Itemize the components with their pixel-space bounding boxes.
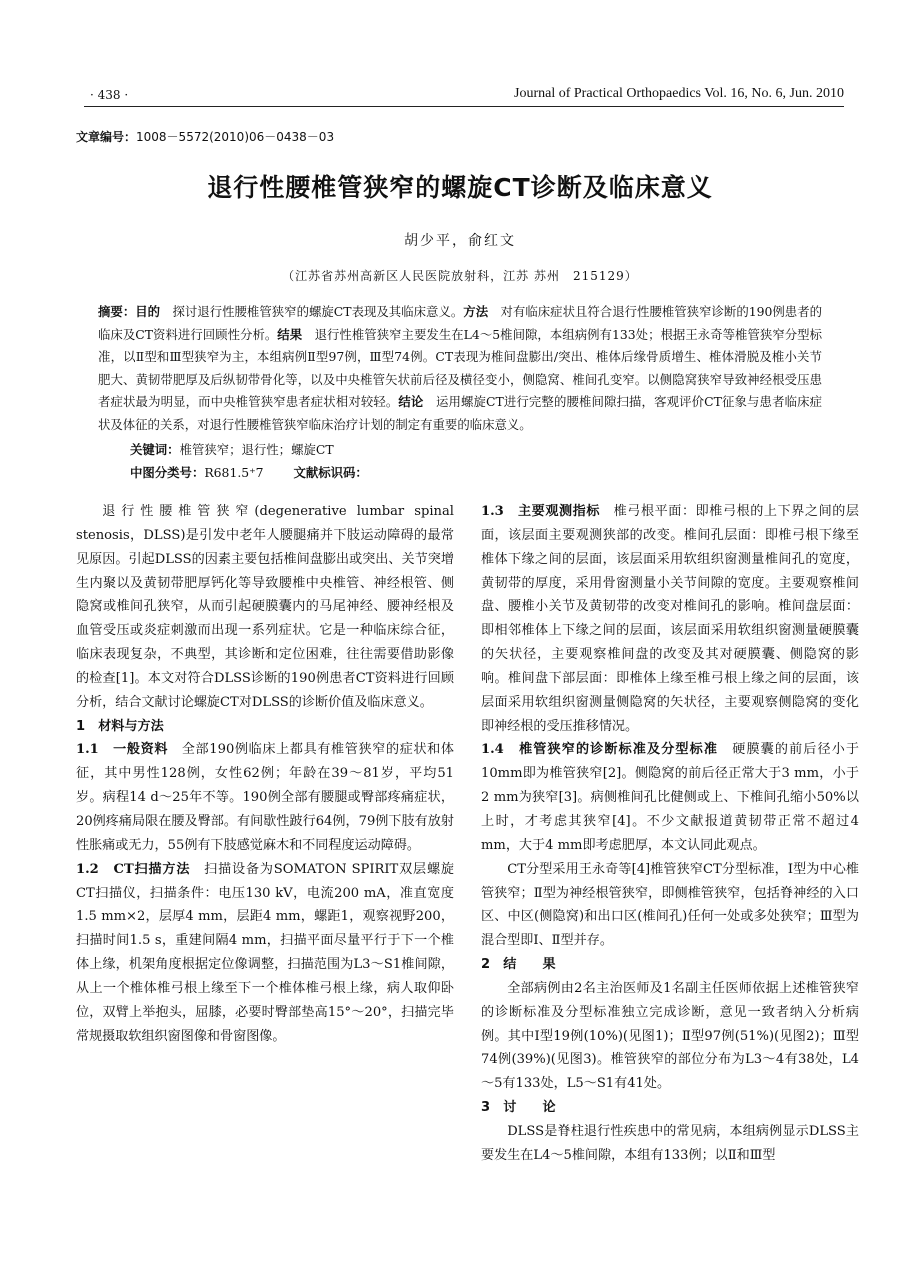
authors: 胡少平，俞红文	[404, 233, 516, 249]
section-1-2-heading: 1.2 CT扫描方法	[76, 861, 191, 877]
section-1-2-text: 扫描设备为SOMATON SPIRIT双层螺旋CT扫描仪，扫描条件：电压130 kV，电流200 mA，准直宽度1.5 mm×2，层厚4 mm，层距4 mm，螺距1，观察视野200，扫描时间1.5 s，重建间隔4 mm，扫描平面尽量平行于下一个椎体上缘，机架角度根据定位像调整，扫描范围为L3～S1椎间隙，从上一个椎体椎弓根上缘至下一个椎体椎弓根上缘，病人取仰卧位，双臂上举抱头，屈膝，必要时臀部垫高15°～20°，扫描完毕常规摄取软组织窗图像和骨窗图像。	[76, 861, 454, 1044]
section-1-heading: 1 材料与方法	[76, 718, 164, 734]
header-rule	[84, 106, 844, 107]
conclusion-label: 结论	[398, 394, 424, 410]
section-1-1-text: 全部190例临床上都具有椎管狭窄的症状和体征，其中男性128例，女性62例；年龄在39～81岁，平均51岁。病程14 d～25年不等。190例全部有腰腿或臀部疼痛症状，20例疼痛局限在腰及臀部。有间歇性跛行64例，79例下肢有放射性胀痛或无力，55例有下肢感觉麻木和不同程度运动障碍。	[76, 742, 455, 853]
section-1-4-text: 硬膜囊的前后径小于10mm即为椎管狭窄[2]。侧隐窝的前后径正常大于3 mm，小于2 mm为狭窄[3]。病侧椎间孔比健侧或上、下椎间孔缩小50%以上时，才考虑其狭窄[4]。不少文献报道黄韧带正常不超过4 mm，大于4 mm即考虑肥厚，本文认同此观点。	[481, 742, 860, 853]
journal-citation: Journal of Practical Orthopaedics Vol. 16, No. 6, Jun. 2010	[514, 86, 844, 101]
right-column	[481, 500, 859, 1168]
abstract	[98, 301, 822, 437]
clc-label: 中图分类号：	[130, 465, 205, 480]
section-1-3-text: 椎弓根平面：即椎弓根的上下界之间的层面，该层面主要观测狭部的改变。椎间孔层面：即椎弓根下缘至椎体下缘之间的层面，该层面采用软组织窗测量椎间孔的宽度，黄韧带的厚度，采用骨窗测量小关节间隙的宽度。主要观察椎间盘、腰椎小关节及黄韧带的改变对椎间孔的影响。椎间盘层面：即相邻椎体上下缘之间的层面，该层面采用软组织窗测量硬膜囊的矢状径，主要观察椎间盘的改变及其对硬膜囊、侧隐窝的影响。椎间盘下部层面：即椎体上缘至椎弓根上缘之间的层面，该层面采用软组织窗测量侧隐窝的矢状径，主要观察侧隐窝的变化即神经根的受压推移情况。	[481, 504, 859, 734]
paper-title: 退行性腰椎管狭窄的螺旋CT诊断及临床意义	[207, 173, 713, 202]
doc-code-label: 文献标识码：	[293, 465, 368, 480]
section-1-1	[76, 738, 454, 857]
running-header	[84, 86, 844, 106]
article-number-value: 1008－5572(2010)06－0438－03	[136, 130, 335, 144]
section-1-3	[481, 500, 859, 738]
section-2-heading: 2 结 果	[481, 957, 556, 973]
results-text: 退行性椎管狭窄主要发生在L4～5椎间隙，本组病例有133处；根据王永奇等椎管狭窄分型标准，以Ⅱ型和Ⅲ型狭窄为主，本组病例Ⅱ型97例，Ⅲ型74例。CT表现为椎间盘膨出/突出、椎体后缘骨质增生、椎体滑脱及椎小关节肥大、黄韧带肥厚及后纵韧带骨化等，以及中央椎管矢状前后径及横径变小，侧隐窝、椎间孔变窄。以侧隐窝狭窄导致神经根受压患者症状最为明显，而中央椎管狭窄患者症状相对较轻。	[98, 326, 822, 410]
results-paragraph: 全部病例由2名主治医师及1名副主任医师依据上述椎管狭窄的诊断标准及分型标准独立完成诊断，意见一致者纳入分析病例。其中Ⅰ型19例(10%)(见图1)；Ⅱ型97例(51%)(见图2)；Ⅲ型74例(39%)(见图3)。椎管狭窄的部位分布为L3～4有38处，L4～5有133处，L5～S1有41处。	[481, 980, 859, 1092]
intro-paragraph: 退行性腰椎管狭窄(degenerative lumbar spinal stenosis，DLSS)是引发中老年人腰腿痛并下肢运动障碍的最常见原因。引起DLSS的因素主要包括椎间盘膨出或突出、关节突增生内聚以及黄韧带肥厚钙化等导致腰椎中央椎管、神经根管、侧隐窝或椎间孔狭窄，从而引起硬膜囊内的马尾神经、腰神经根及血管受压或炎症刺激而出现一系列症状。它是一种临床综合征，临床表现复杂，不典型，其诊断和定位困难，往往需要借助影像的检查[1]。本文对符合DLSS诊断的190例患者CT资料进行回顾分析，结合文献讨论螺旋CT对DLSS的诊断价值及临床意义。	[76, 504, 454, 710]
section-1-1-heading: 1.1 一般资料	[76, 742, 169, 758]
article-number	[76, 128, 334, 145]
left-column	[76, 500, 454, 1048]
objective-label: 目的	[135, 304, 161, 319]
page-number: · 438 ·	[90, 88, 129, 102]
conclusion-text: 运用螺旋CT进行完整的腰椎间隙扫描，客观评价CT征象与患者临床症状及体征的关系，对退行性腰椎管狭窄临床治疗计划的制定有重要的临床意义。	[98, 394, 823, 432]
methods-label: 方法	[463, 304, 489, 319]
methods-text: 对有临床症状且符合退行性腰椎管狭窄诊断的190例患者的临床及CT资料进行回顾性分析。	[98, 304, 823, 342]
abstract-label: 摘要：	[98, 304, 136, 319]
results-label: 结果	[277, 326, 303, 342]
objective-text: 探讨退行性腰椎管狭窄的螺旋CT表现及其临床意义。	[160, 304, 464, 319]
section-1-2	[76, 858, 454, 1049]
discussion-paragraph: DLSS是脊柱退行性疾患中的常见病，本组病例显示DLSS主要发生在L4～5椎间隙，本组有133例；以Ⅱ和Ⅲ型	[481, 1123, 859, 1163]
clc-value: R681.5⁺7	[204, 465, 264, 480]
ct-classification-paragraph: CT分型采用王永奇等[4]椎管狭窄CT分型标准，Ⅰ型为中心椎管狭窄；Ⅱ型为神经根管狭窄，即侧椎管狭窄，包括脊神经的入口区、中区(侧隐窝)和出口区(椎间孔)任何一处或多处狭窄；Ⅲ型为混合型即Ⅰ、Ⅱ型并存。	[481, 861, 859, 949]
keywords-value: 椎管狭窄；退行性；螺旋CT	[179, 442, 334, 457]
section-1-4	[481, 738, 859, 857]
affiliation: （江苏省苏州高新区人民医院放射科，江苏 苏州 215129）	[282, 269, 638, 283]
section-1-3-heading: 1.3 主要观测指标	[481, 504, 600, 519]
classification	[130, 463, 368, 481]
keywords	[130, 440, 334, 458]
keywords-label: 关键词：	[130, 442, 180, 457]
article-number-label: 文章编号：	[76, 130, 137, 144]
section-1-4-heading: 1.4 椎管狭窄的诊断标准及分型标准	[481, 742, 719, 758]
section-3-heading: 3 讨 论	[481, 1100, 556, 1116]
